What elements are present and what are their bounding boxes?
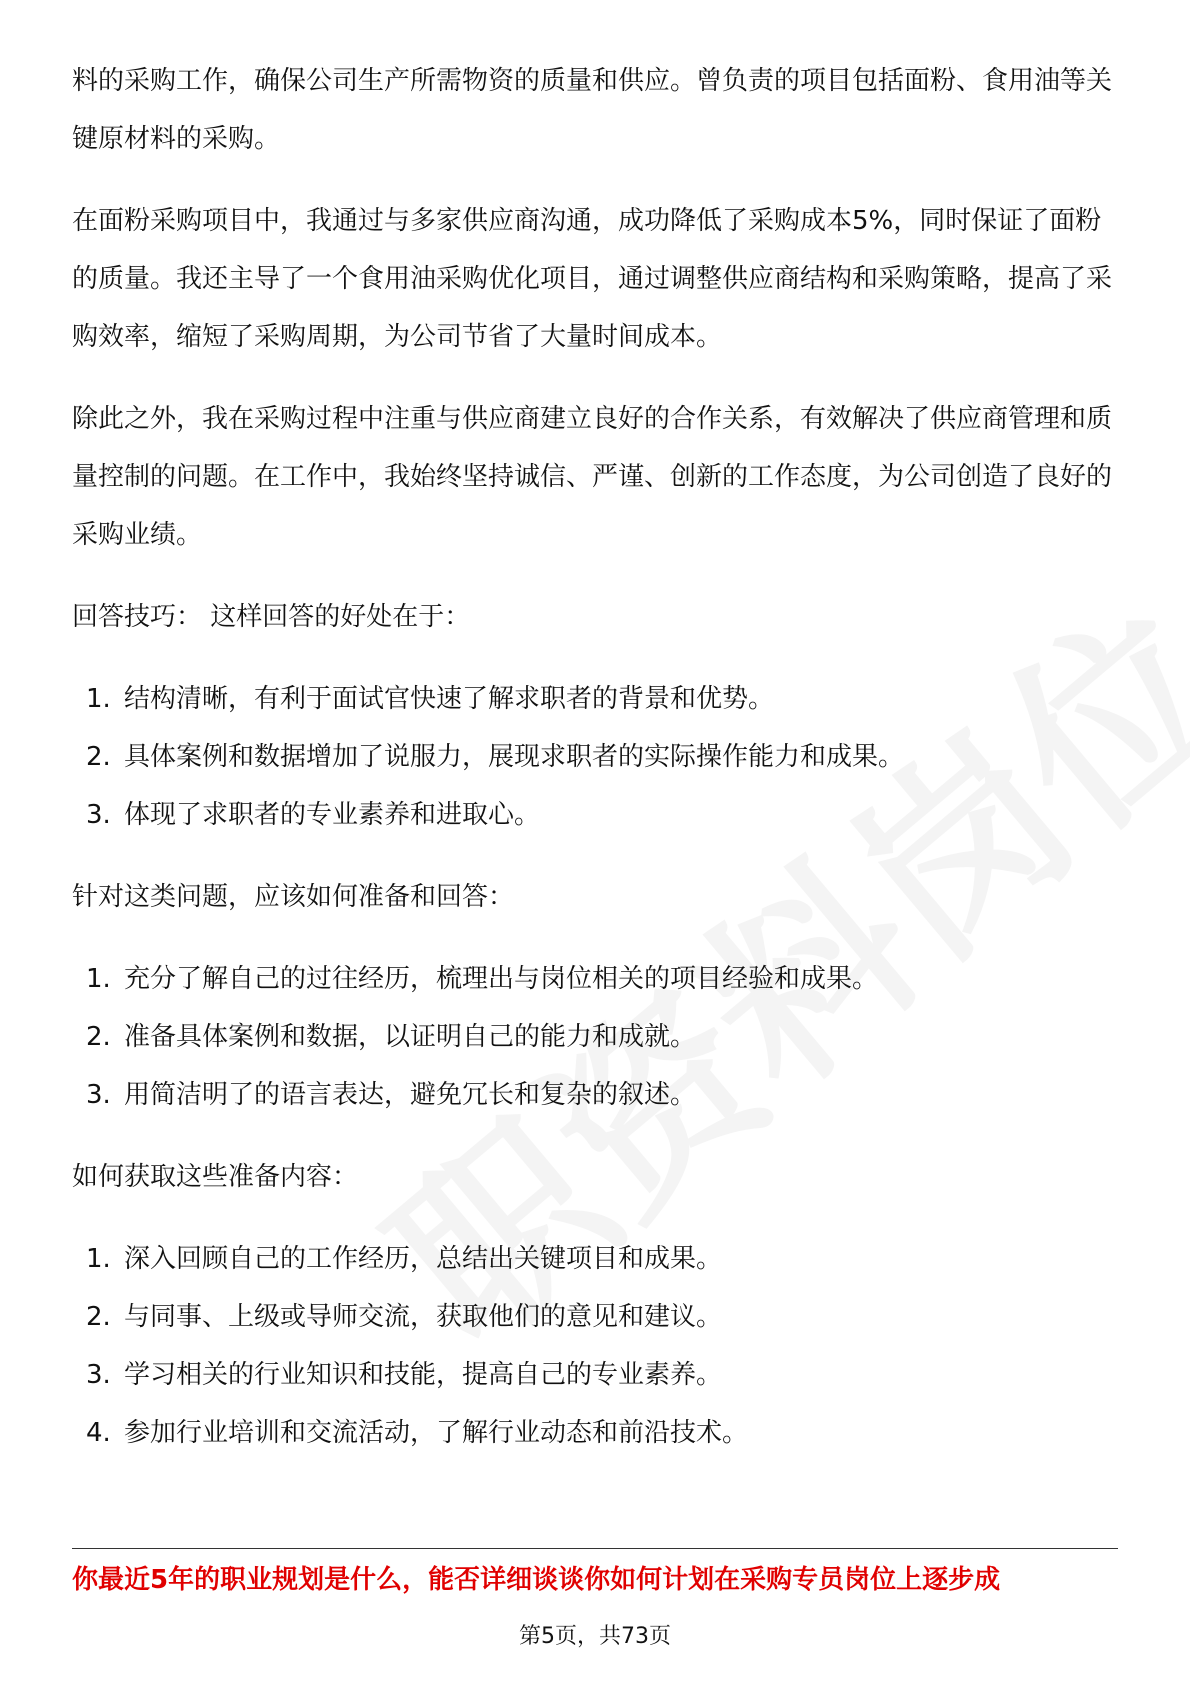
paragraph-flour-project: 在面粉采购项目中，我通过与多家供应商沟通，成功降低了采购成本5%，同时保证了面粉的质量。我还主导了一个食用油采购优化项目，通过调整供应商结构和采购策略，提高了采购效率，缩短了采购周期，为公司节省了大量时间成本。 <box>72 206 1113 352</box>
list-item-text: 充分了解自己的过往经历，梳理出与岗位相关的项目经验和成果。 <box>124 964 879 994</box>
list-item <box>72 728 1118 786</box>
list-item-text: 参加行业培训和交流活动，了解行业动态和前沿技术。 <box>124 1418 749 1448</box>
obtain-list <box>72 1230 1118 1462</box>
list-item <box>72 1008 1118 1066</box>
list-item <box>72 1404 1118 1462</box>
prepare-heading: 针对这类问题，应该如何准备和回答： <box>72 882 515 912</box>
list-item-number: 1. <box>86 964 111 994</box>
list-item <box>72 670 1118 728</box>
list-item-number: 3. <box>86 800 111 830</box>
page-content <box>72 52 1118 1486</box>
tips-list <box>72 670 1118 844</box>
next-question-heading: 你最近5年的职业规划是什么，能否详细谈谈你如何计划在采购专员岗位上逐步成 <box>72 1565 1001 1595</box>
tips-heading: 回答技巧： 这样回答的好处在于： <box>72 602 471 632</box>
list-item-number: 1. <box>86 684 111 714</box>
list-item-number: 3. <box>86 1360 111 1390</box>
list-item-number: 3. <box>86 1080 111 1110</box>
list-item-text: 用简洁明了的语言表达，避免冗长和复杂的叙述。 <box>124 1080 697 1110</box>
list-item <box>72 786 1118 844</box>
list-item-number: 2. <box>86 1022 111 1052</box>
list-item-number: 4. <box>86 1418 111 1448</box>
prepare-list <box>72 950 1118 1124</box>
list-item-text: 与同事、上级或导师交流，获取他们的意见和建议。 <box>124 1302 723 1332</box>
list-item-text: 具体案例和数据增加了说服力，展现求职者的实际操作能力和成果。 <box>124 742 905 772</box>
list-item-text: 深入回顾自己的工作经历，总结出关键项目和成果。 <box>124 1244 723 1274</box>
list-item <box>72 1230 1118 1288</box>
paragraph-procurement-duties: 料的采购工作，确保公司生产所需物资的质量和供应。曾负责的项目包括面粉、食用油等关键原材料的采购。 <box>72 66 1113 154</box>
list-item <box>72 950 1118 1008</box>
section-divider <box>72 1548 1118 1549</box>
list-item-number: 1. <box>86 1244 111 1274</box>
paragraph-supplier-relations: 除此之外，我在采购过程中注重与供应商建立良好的合作关系，有效解决了供应商管理和质量控制的问题。在工作中，我始终坚持诚信、严谨、创新的工作态度，为公司创造了良好的采购业绩。 <box>72 404 1113 550</box>
page-number-footer: 第5页，共73页 <box>519 1624 671 1649</box>
list-item-text: 准备具体案例和数据，以证明自己的能力和成就。 <box>124 1022 697 1052</box>
obtain-heading: 如何获取这些准备内容： <box>72 1162 359 1192</box>
list-item <box>72 1288 1118 1346</box>
list-item <box>72 1346 1118 1404</box>
list-item <box>72 1066 1118 1124</box>
list-item-text: 学习相关的行业知识和技能，提高自己的专业素养。 <box>124 1360 723 1390</box>
list-item-text: 体现了求职者的专业素养和进取心。 <box>124 800 541 830</box>
list-item-number: 2. <box>86 742 111 772</box>
list-item-text: 结构清晰，有利于面试官快速了解求职者的背景和优势。 <box>124 684 775 714</box>
list-item-number: 2. <box>86 1302 111 1332</box>
